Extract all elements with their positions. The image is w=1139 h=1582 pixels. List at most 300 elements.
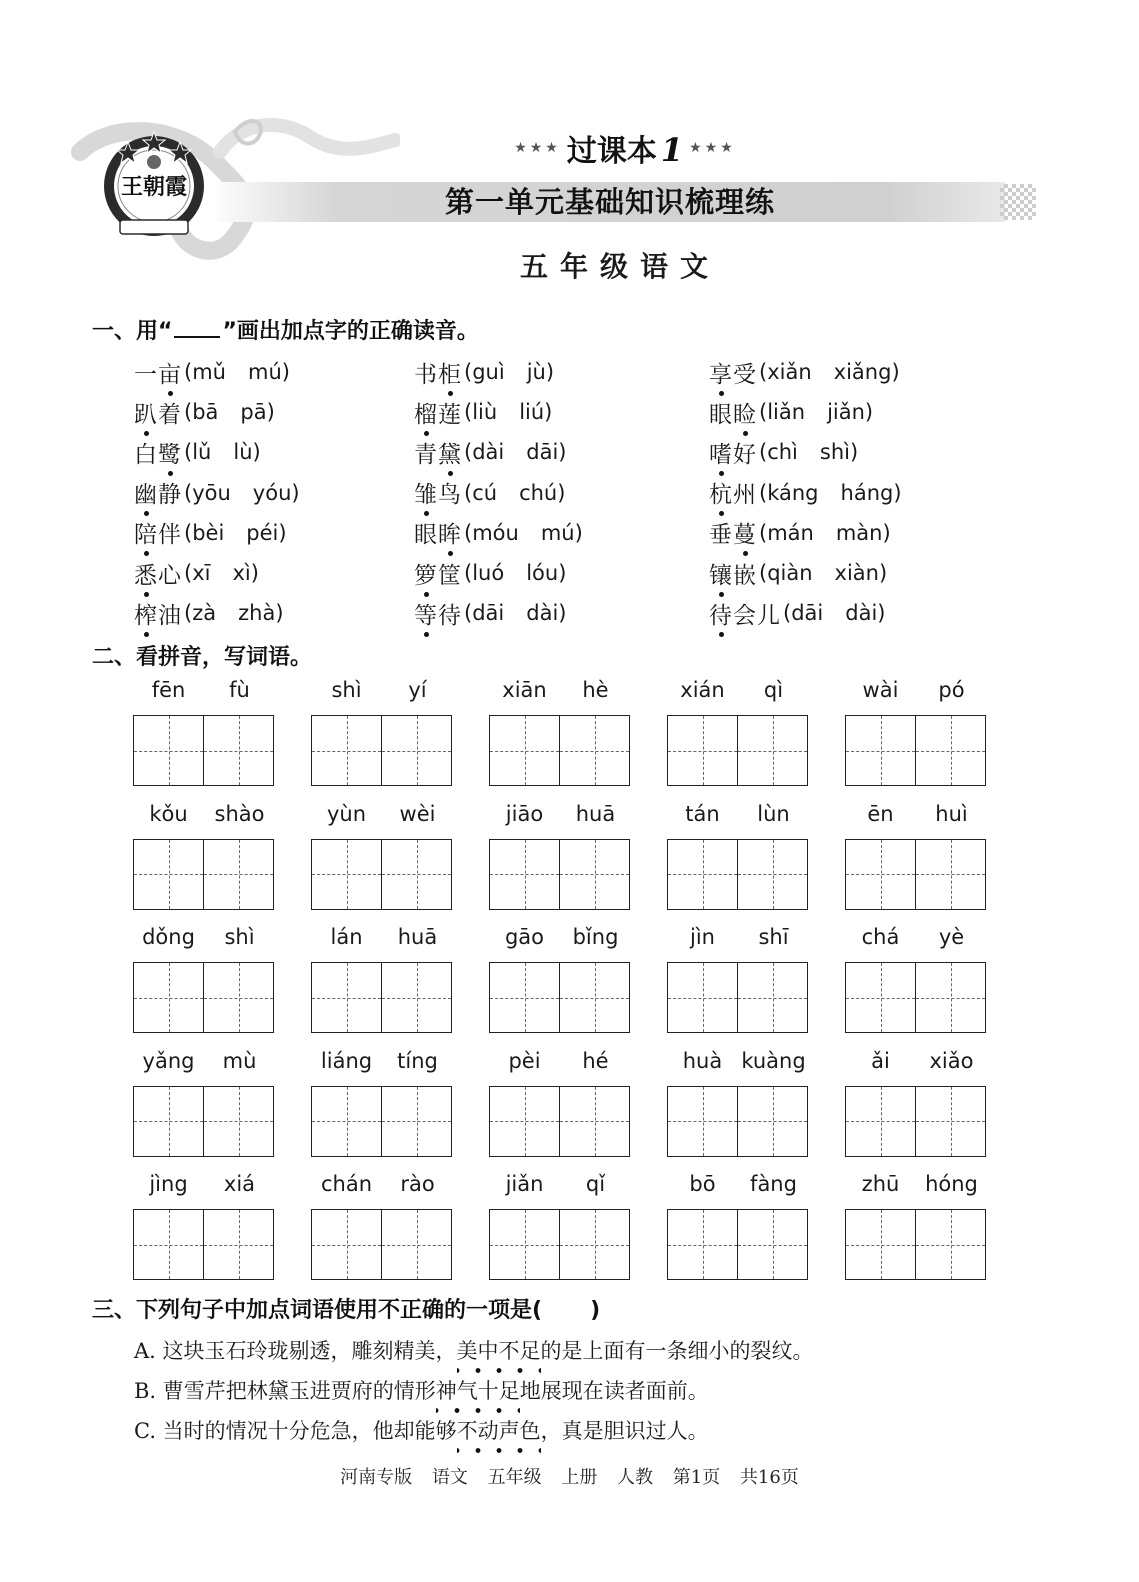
page-footer: 河南专版 语文 五年级 上册 人教 第1页 共16页 bbox=[340, 1467, 799, 1488]
writing-cell[interactable] bbox=[489, 1086, 560, 1157]
word: 待会儿 bbox=[709, 597, 781, 630]
pinyin-options: (lǔ lù) bbox=[184, 440, 261, 465]
writing-item bbox=[845, 919, 1023, 1043]
pinyin: chá bbox=[861, 925, 900, 949]
tianzige-box[interactable] bbox=[845, 1086, 987, 1157]
pinyin-option[interactable]: dài bbox=[472, 440, 505, 465]
pinyin: hè bbox=[582, 678, 609, 702]
pinyin: jiāo bbox=[505, 801, 544, 826]
writing-cell[interactable] bbox=[133, 1086, 204, 1157]
pinyin-option[interactable]: xiàn bbox=[834, 561, 879, 586]
pinyin-option[interactable]: lù bbox=[233, 440, 253, 465]
writing-item bbox=[133, 1166, 311, 1290]
writing-cell[interactable] bbox=[916, 1209, 986, 1280]
writing-cell[interactable] bbox=[311, 1086, 382, 1157]
writing-cell[interactable] bbox=[204, 962, 274, 1033]
pronunciation-item bbox=[414, 352, 709, 392]
star-icon: ★★★ bbox=[689, 140, 736, 156]
pronunciation-item bbox=[414, 392, 709, 432]
pronunciation-row bbox=[134, 553, 1034, 593]
subject-title: 五年级语文 bbox=[519, 250, 720, 283]
dotted-char: 等 bbox=[414, 597, 438, 630]
pronunciation-item bbox=[134, 593, 414, 633]
writing-item bbox=[489, 1166, 667, 1290]
pinyin-option[interactable]: shì bbox=[819, 440, 850, 465]
section1-heading: 一、用“ ”画出加点字的正确读音。 bbox=[92, 314, 479, 345]
unit-title: 第一单元基础知识梳理练 bbox=[444, 185, 775, 219]
writing-cell[interactable] bbox=[916, 715, 986, 786]
tianzige-box[interactable] bbox=[845, 839, 987, 910]
writing-cell[interactable] bbox=[560, 1086, 630, 1157]
word: 镶嵌 bbox=[709, 557, 757, 590]
writing-item bbox=[845, 672, 1023, 796]
tianzige-box[interactable] bbox=[489, 839, 631, 910]
pronunciation-item bbox=[414, 593, 709, 633]
word: 杭州 bbox=[709, 476, 757, 509]
word: 幽静 bbox=[134, 476, 182, 509]
pinyin-pair bbox=[311, 1172, 453, 1202]
pinyin-option[interactable]: liù bbox=[472, 400, 498, 425]
writing-item bbox=[667, 672, 845, 796]
pronunciation-row bbox=[134, 352, 1034, 392]
pinyin-option[interactable]: dài bbox=[526, 601, 559, 626]
pinyin-option[interactable]: dài bbox=[845, 601, 878, 626]
pinyin-options: (dāi dài) bbox=[464, 601, 567, 626]
tianzige-box[interactable] bbox=[667, 1086, 809, 1157]
pinyin-option[interactable]: jiǎn bbox=[827, 400, 865, 425]
pinyin: xiǎo bbox=[929, 1048, 974, 1073]
choice-option[interactable]: A. 这块玉石玲珑剔透，雕刻精美，美中不足的是上面有一条细小的裂纹。 bbox=[134, 1335, 814, 1365]
writing-cell[interactable] bbox=[311, 715, 382, 786]
pinyin-option[interactable]: yōu bbox=[192, 480, 231, 505]
dotted-char: 眸 bbox=[438, 516, 462, 549]
pinyin-option[interactable]: móu bbox=[472, 520, 519, 545]
pinyin-option[interactable]: lóu bbox=[526, 561, 559, 586]
tianzige-box[interactable] bbox=[667, 962, 809, 1033]
pinyin-options: (chì shì) bbox=[759, 440, 859, 465]
pinyin-option[interactable]: háng bbox=[840, 480, 894, 505]
pinyin-option[interactable]: chú bbox=[519, 480, 558, 505]
pinyin-option[interactable]: dāi bbox=[472, 601, 505, 626]
writing-cell[interactable] bbox=[667, 715, 738, 786]
pinyin-pair bbox=[311, 1049, 453, 1079]
pinyin: jiǎn bbox=[505, 1172, 544, 1196]
pinyin: qǐ bbox=[585, 1172, 606, 1196]
pinyin-pair bbox=[133, 678, 275, 708]
writing-grid bbox=[133, 672, 1023, 1290]
pinyin-pair bbox=[845, 925, 987, 955]
writing-item bbox=[845, 1043, 1023, 1167]
pinyin-option[interactable]: luó bbox=[472, 561, 505, 586]
tianzige-box[interactable] bbox=[489, 1209, 631, 1280]
dotted-char: 幽 bbox=[134, 476, 158, 509]
dotted-char: 柜 bbox=[438, 356, 462, 389]
pronunciation-item bbox=[414, 513, 709, 553]
pinyin-options: (qiàn xiàn) bbox=[759, 561, 888, 586]
dotted-phrase: 神气十足 bbox=[436, 1375, 520, 1405]
pinyin: kuàng bbox=[741, 1048, 806, 1073]
pinyin-option[interactable]: dāi bbox=[791, 601, 824, 626]
pinyin-option[interactable]: mán bbox=[767, 520, 814, 545]
writing-cell[interactable] bbox=[489, 1209, 560, 1280]
writing-cell[interactable] bbox=[382, 839, 452, 910]
section3-heading: 三、下列句子中加点词语使用不正确的一项是( ) bbox=[92, 1298, 601, 1323]
pinyin-option[interactable]: yóu bbox=[252, 480, 292, 505]
pinyin-pair bbox=[311, 678, 453, 708]
tianzige-box[interactable] bbox=[667, 1209, 809, 1280]
pinyin: jìn bbox=[690, 925, 715, 949]
writing-row bbox=[133, 919, 1023, 1043]
pronunciation-item bbox=[709, 553, 1029, 593]
pinyin-pair bbox=[133, 1172, 275, 1202]
word: 享受 bbox=[709, 356, 757, 389]
pinyin-option[interactable]: jù bbox=[526, 360, 546, 385]
pinyin-options: (liù liú) bbox=[464, 400, 553, 425]
pinyin-option[interactable]: lǔ bbox=[192, 440, 212, 465]
checker-decoration bbox=[1000, 184, 1036, 220]
pinyin: qì bbox=[763, 678, 784, 702]
writing-cell[interactable] bbox=[382, 1209, 452, 1280]
pronunciation-item bbox=[134, 473, 414, 513]
writing-item bbox=[133, 796, 311, 920]
pinyin-options: (dāi dài) bbox=[783, 601, 886, 626]
writing-cell[interactable] bbox=[738, 962, 808, 1033]
word: 等待 bbox=[414, 597, 462, 630]
pinyin-option[interactable]: xiǎng bbox=[833, 360, 892, 385]
underline-blank bbox=[174, 316, 220, 338]
word: 悉心 bbox=[134, 557, 182, 590]
word: 眼眸 bbox=[414, 516, 462, 549]
writing-item bbox=[133, 919, 311, 1043]
writing-cell[interactable] bbox=[311, 1209, 382, 1280]
pinyin-options: (guì jù) bbox=[464, 360, 555, 385]
tianzige-box[interactable] bbox=[845, 962, 987, 1033]
tianzige-box[interactable] bbox=[667, 715, 809, 786]
word: 榨油 bbox=[134, 597, 182, 630]
pinyin-option[interactable]: dāi bbox=[526, 440, 559, 465]
writing-cell[interactable] bbox=[489, 839, 560, 910]
pinyin-option[interactable]: zà bbox=[192, 601, 217, 626]
pinyin: shī bbox=[758, 925, 789, 949]
pinyin-option[interactable]: guì bbox=[472, 360, 505, 385]
pronunciation-item bbox=[414, 473, 709, 513]
pronunciation-item bbox=[709, 513, 1029, 553]
pinyin: chán bbox=[320, 1172, 373, 1196]
tianzige-box[interactable] bbox=[311, 962, 453, 1033]
writing-cell[interactable] bbox=[667, 1209, 738, 1280]
pinyin-option[interactable]: mú bbox=[540, 520, 575, 545]
dotted-char: 睑 bbox=[733, 396, 757, 429]
dotted-char: 箩 bbox=[414, 557, 438, 590]
choice-option[interactable]: B. 曹雪芹把林黛玉进贾府的情形神气十足地展现在读者面前。 bbox=[134, 1375, 709, 1405]
pronunciation-item bbox=[709, 352, 1029, 392]
series-line bbox=[500, 128, 750, 168]
pinyin: wèi bbox=[399, 801, 436, 826]
pinyin: hóng bbox=[925, 1172, 978, 1196]
pinyin-options: (móu mú) bbox=[464, 520, 583, 545]
tianzige-box[interactable] bbox=[667, 839, 809, 910]
pinyin-options: (káng háng) bbox=[759, 480, 902, 505]
tianzige-box[interactable] bbox=[133, 1209, 275, 1280]
pinyin-options: (yōu yóu) bbox=[184, 480, 300, 505]
tianzige-box[interactable] bbox=[311, 1209, 453, 1280]
pinyin: tán bbox=[685, 801, 720, 826]
pinyin-pair bbox=[489, 1049, 631, 1079]
star-icon: ★★★ bbox=[514, 140, 561, 156]
pinyin-pair bbox=[489, 678, 631, 708]
pinyin: fàng bbox=[750, 1172, 797, 1196]
pronunciation-item bbox=[134, 352, 414, 392]
writing-item bbox=[311, 796, 489, 920]
word: 白鹭 bbox=[134, 436, 182, 469]
pinyin: pó bbox=[938, 678, 965, 702]
writing-cell[interactable] bbox=[738, 839, 808, 910]
tianzige-box[interactable] bbox=[133, 839, 275, 910]
writing-cell[interactable] bbox=[489, 715, 560, 786]
pinyin-pair bbox=[133, 925, 275, 955]
writing-item bbox=[489, 1043, 667, 1167]
writing-cell[interactable] bbox=[738, 1209, 808, 1280]
pinyin-pair bbox=[489, 925, 631, 955]
pinyin-options: (bā pā) bbox=[184, 400, 275, 425]
writing-item bbox=[133, 1043, 311, 1167]
brand-logo bbox=[98, 128, 210, 240]
pinyin: yè bbox=[938, 925, 965, 949]
writing-cell[interactable] bbox=[845, 1209, 916, 1280]
word: 榴莲 bbox=[414, 396, 462, 429]
pinyin-options: (liǎn jiǎn) bbox=[759, 400, 874, 425]
pinyin: fù bbox=[229, 678, 250, 702]
pinyin-option[interactable]: bā bbox=[192, 400, 219, 425]
pinyin: shì bbox=[331, 678, 362, 702]
pinyin-pair bbox=[133, 1049, 275, 1079]
writing-cell[interactable] bbox=[667, 839, 738, 910]
pinyin-pair bbox=[489, 1172, 631, 1202]
tianzige-box[interactable] bbox=[133, 715, 275, 786]
pinyin-option[interactable]: káng bbox=[767, 480, 819, 505]
pinyin: ēn bbox=[867, 801, 894, 826]
tianzige-box[interactable] bbox=[133, 962, 275, 1033]
pinyin: jìng bbox=[149, 1172, 188, 1196]
pinyin-option[interactable]: xiǎn bbox=[767, 360, 812, 385]
writing-item bbox=[667, 1166, 845, 1290]
pinyin-pair bbox=[133, 802, 275, 832]
pinyin: huì bbox=[935, 801, 968, 826]
word: 雏鸟 bbox=[414, 476, 462, 509]
pinyin-options: (xī xì) bbox=[184, 561, 259, 586]
writing-item bbox=[845, 796, 1023, 920]
writing-cell[interactable] bbox=[738, 715, 808, 786]
dotted-phrase: 不动声色 bbox=[457, 1415, 541, 1445]
writing-item bbox=[489, 672, 667, 796]
dotted-char: 榴 bbox=[414, 396, 438, 429]
pinyin: rào bbox=[400, 1172, 435, 1196]
word: 箩筐 bbox=[414, 557, 462, 590]
pinyin: ǎi bbox=[871, 1048, 890, 1073]
word: 垂蔓 bbox=[709, 516, 757, 549]
pinyin-option[interactable]: xì bbox=[232, 561, 251, 586]
writing-row bbox=[133, 796, 1023, 920]
pinyin: bǐng bbox=[572, 925, 619, 949]
writing-cell[interactable] bbox=[204, 1086, 274, 1157]
pinyin-option[interactable]: xī bbox=[192, 561, 211, 586]
writing-cell[interactable] bbox=[916, 1086, 986, 1157]
writing-cell[interactable] bbox=[204, 715, 274, 786]
word: 青黛 bbox=[414, 436, 462, 469]
dotted-char: 蔓 bbox=[733, 516, 757, 549]
tianzige-box[interactable] bbox=[845, 715, 987, 786]
writing-cell[interactable] bbox=[133, 1209, 204, 1280]
writing-cell[interactable] bbox=[311, 962, 382, 1033]
writing-cell[interactable] bbox=[311, 839, 382, 910]
pinyin: gāo bbox=[504, 925, 545, 949]
writing-cell[interactable] bbox=[133, 715, 204, 786]
pinyin-option[interactable]: mǔ bbox=[192, 360, 226, 385]
pinyin-option[interactable]: pā bbox=[240, 400, 267, 425]
pinyin-pair bbox=[667, 802, 809, 832]
pinyin: huà bbox=[682, 1048, 723, 1073]
pinyin-pair bbox=[667, 1049, 809, 1079]
pinyin: huā bbox=[575, 801, 616, 826]
writing-cell[interactable] bbox=[667, 1086, 738, 1157]
writing-item bbox=[489, 796, 667, 920]
writing-cell[interactable] bbox=[382, 1086, 452, 1157]
writing-cell[interactable] bbox=[560, 1209, 630, 1280]
dotted-char: 趴 bbox=[134, 396, 158, 429]
writing-item bbox=[311, 919, 489, 1043]
dotted-char: 鹭 bbox=[158, 436, 182, 469]
tianzige-box[interactable] bbox=[311, 715, 453, 786]
pronunciation-row bbox=[134, 432, 1034, 472]
writing-cell[interactable] bbox=[845, 715, 916, 786]
pinyin: xiān bbox=[502, 678, 547, 702]
pinyin-option[interactable]: bèi bbox=[192, 520, 225, 545]
pinyin-options: (mán màn) bbox=[759, 520, 891, 545]
pinyin-option[interactable]: cú bbox=[472, 480, 498, 505]
pinyin-option[interactable]: qiàn bbox=[767, 561, 813, 586]
section2-heading: 二、看拼音，写词语。 bbox=[92, 645, 313, 670]
pinyin-pair bbox=[667, 678, 809, 708]
pinyin-option[interactable]: zhà bbox=[238, 601, 276, 626]
writing-cell[interactable] bbox=[204, 839, 274, 910]
logo-text: 王朝霞 bbox=[120, 174, 188, 200]
writing-cell[interactable] bbox=[845, 962, 916, 1033]
pinyin-options: (luó lóu) bbox=[464, 561, 567, 586]
series-title: 过课本 1 bbox=[566, 131, 684, 169]
writing-cell[interactable] bbox=[560, 839, 630, 910]
writing-row bbox=[133, 1166, 1023, 1290]
writing-item bbox=[133, 672, 311, 796]
writing-item bbox=[311, 672, 489, 796]
pinyin-option[interactable]: liǎn bbox=[767, 400, 806, 425]
word: 一亩 bbox=[134, 356, 182, 389]
pinyin-pair bbox=[845, 1172, 987, 1202]
dotted-char: 黛 bbox=[438, 436, 462, 469]
pinyin-option[interactable]: mú bbox=[247, 360, 282, 385]
series-number: 1 bbox=[660, 131, 684, 169]
tianzige-box[interactable] bbox=[133, 1086, 275, 1157]
pinyin: mù bbox=[222, 1048, 257, 1073]
writing-cell[interactable] bbox=[738, 1086, 808, 1157]
pinyin: shào bbox=[214, 801, 265, 826]
pinyin-pair bbox=[845, 678, 987, 708]
pronunciation-row bbox=[134, 473, 1034, 513]
word: 陪伴 bbox=[134, 516, 182, 549]
writing-row bbox=[133, 1043, 1023, 1167]
pinyin-option[interactable]: chì bbox=[767, 440, 798, 465]
choice-option[interactable]: C. 当时的情况十分危急，他却能够不动声色，真是胆识过人。 bbox=[134, 1415, 709, 1445]
tianzige-box[interactable] bbox=[845, 1209, 987, 1280]
pronunciation-list bbox=[134, 352, 1034, 633]
pinyin-option[interactable]: péi bbox=[246, 520, 279, 545]
writing-item bbox=[489, 919, 667, 1043]
writing-cell[interactable] bbox=[382, 962, 452, 1033]
writing-cell[interactable] bbox=[133, 962, 204, 1033]
writing-cell[interactable] bbox=[667, 962, 738, 1033]
tianzige-box[interactable] bbox=[311, 839, 453, 910]
pronunciation-item bbox=[414, 432, 709, 472]
writing-cell[interactable] bbox=[382, 715, 452, 786]
pronunciation-item bbox=[709, 593, 1029, 633]
pronunciation-item bbox=[134, 432, 414, 472]
pronunciation-item bbox=[134, 392, 414, 432]
pinyin-options: (bèi péi) bbox=[184, 520, 287, 545]
pinyin-pair bbox=[667, 1172, 809, 1202]
pinyin: dǒng bbox=[142, 925, 195, 949]
pinyin: liáng bbox=[320, 1048, 373, 1073]
writing-item bbox=[311, 1166, 489, 1290]
pronunciation-item bbox=[709, 392, 1029, 432]
pinyin: kǒu bbox=[149, 801, 188, 826]
pinyin-pair bbox=[667, 925, 809, 955]
writing-cell[interactable] bbox=[133, 839, 204, 910]
dotted-char: 榨 bbox=[134, 597, 158, 630]
pinyin: hé bbox=[582, 1048, 609, 1073]
word: 眼睑 bbox=[709, 396, 757, 429]
writing-cell[interactable] bbox=[845, 839, 916, 910]
pinyin: wài bbox=[862, 678, 899, 702]
dotted-phrase: 美中不足 bbox=[457, 1335, 541, 1365]
writing-cell[interactable] bbox=[204, 1209, 274, 1280]
tianzige-box[interactable] bbox=[311, 1086, 453, 1157]
dotted-char: 悉 bbox=[134, 557, 158, 590]
pinyin-option[interactable]: liú bbox=[519, 400, 545, 425]
writing-cell[interactable] bbox=[560, 715, 630, 786]
pinyin-options: (mǔ mú) bbox=[184, 360, 290, 385]
pinyin: fēn bbox=[151, 678, 186, 702]
writing-item bbox=[667, 919, 845, 1043]
pinyin-options: (dài dāi) bbox=[464, 440, 567, 465]
pinyin: pèi bbox=[508, 1048, 541, 1073]
writing-item bbox=[667, 796, 845, 920]
word: 书柜 bbox=[414, 356, 462, 389]
word: 趴着 bbox=[134, 396, 182, 429]
pinyin: huā bbox=[397, 925, 438, 949]
pronunciation-item bbox=[134, 553, 414, 593]
writing-item bbox=[845, 1166, 1023, 1290]
tianzige-box[interactable] bbox=[489, 715, 631, 786]
writing-cell[interactable] bbox=[845, 1086, 916, 1157]
writing-cell[interactable] bbox=[916, 962, 986, 1033]
dotted-char: 嗜 bbox=[709, 436, 733, 469]
writing-cell[interactable] bbox=[489, 962, 560, 1033]
dotted-char: 陪 bbox=[134, 516, 158, 549]
writing-cell[interactable] bbox=[560, 962, 630, 1033]
writing-cell[interactable] bbox=[916, 839, 986, 910]
tianzige-box[interactable] bbox=[489, 962, 631, 1033]
pinyin-option[interactable]: màn bbox=[835, 520, 883, 545]
tianzige-box[interactable] bbox=[489, 1086, 631, 1157]
